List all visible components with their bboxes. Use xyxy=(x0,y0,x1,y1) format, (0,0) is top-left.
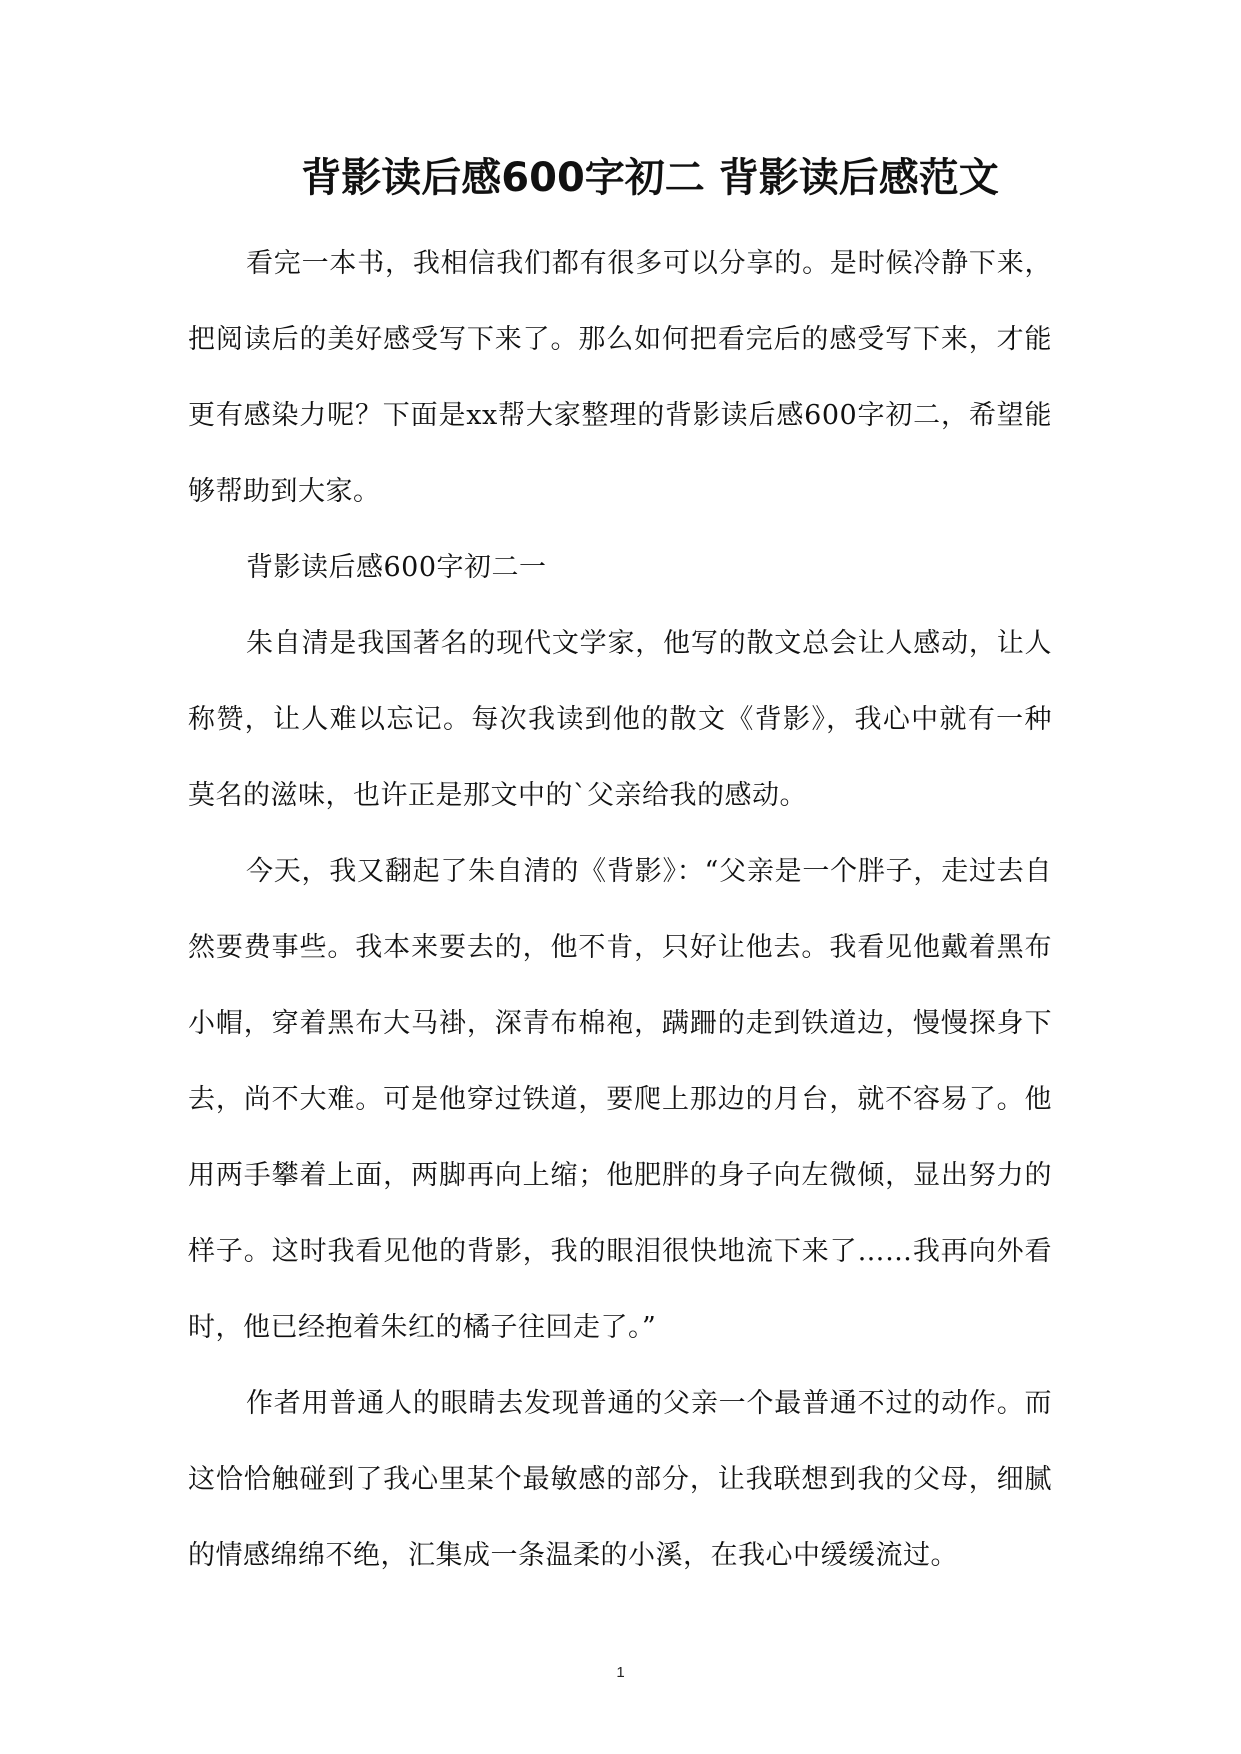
page-number: 1 xyxy=(616,1664,625,1681)
document-title: 背影读后感600字初二 背影读后感范文 xyxy=(301,155,999,201)
body-paragraph: 朱自清是我国著名的现代文学家，他写的散文总会让人感动，让人称赞，让人难以忘记。每次我读到他的散文《背影》，我心中就有一种莫名的滋味，也许正是那文中的`父亲给我的感动。 xyxy=(188,628,1052,811)
intro-paragraph: 看完一本书，我相信我们都有很多可以分享的。是时候冷静下来，把阅读后的美好感受写下来了。那么如何把看完后的感受写下来，才能更有感染力呢？下面是xx帮大家整理的背影读后感600字初二，希望能够帮助到大家。 xyxy=(188,248,1052,507)
document-body xyxy=(188,226,1052,1594)
section-heading: 背影读后感600字初二一 xyxy=(246,552,547,583)
quote-paragraph: 今天，我又翻起了朱自清的《背影》：“父亲是一个胖子，走过去自然要费事些。我本来要去的，他不肯，只好让他去。我看见他戴着黑布小帽，穿着黑布大马褂，深青布棉袍，蹒跚的走到铁道边，慢慢探身下去，尚不大难。可是他穿过铁道，要爬上那边的月台，就不容易了。他用两手攀着上面，两脚再向上缩；他肥胖的身子向左微倾，显出努力的样子。这时我看见他的背影，我的眼泪很快地流下来了……我再向外看时，他已经抱着朱红的橘子往回走了。” xyxy=(188,856,1052,1343)
body-paragraph: 作者用普通人的眼睛去发现普通的父亲一个最普通不过的动作。而这恰恰触碰到了我心里某个最敏感的部分，让我联想到我的父母，细腻的情感绵绵不绝，汇集成一条温柔的小溪，在我心中缓缓流过。 xyxy=(188,1388,1052,1571)
